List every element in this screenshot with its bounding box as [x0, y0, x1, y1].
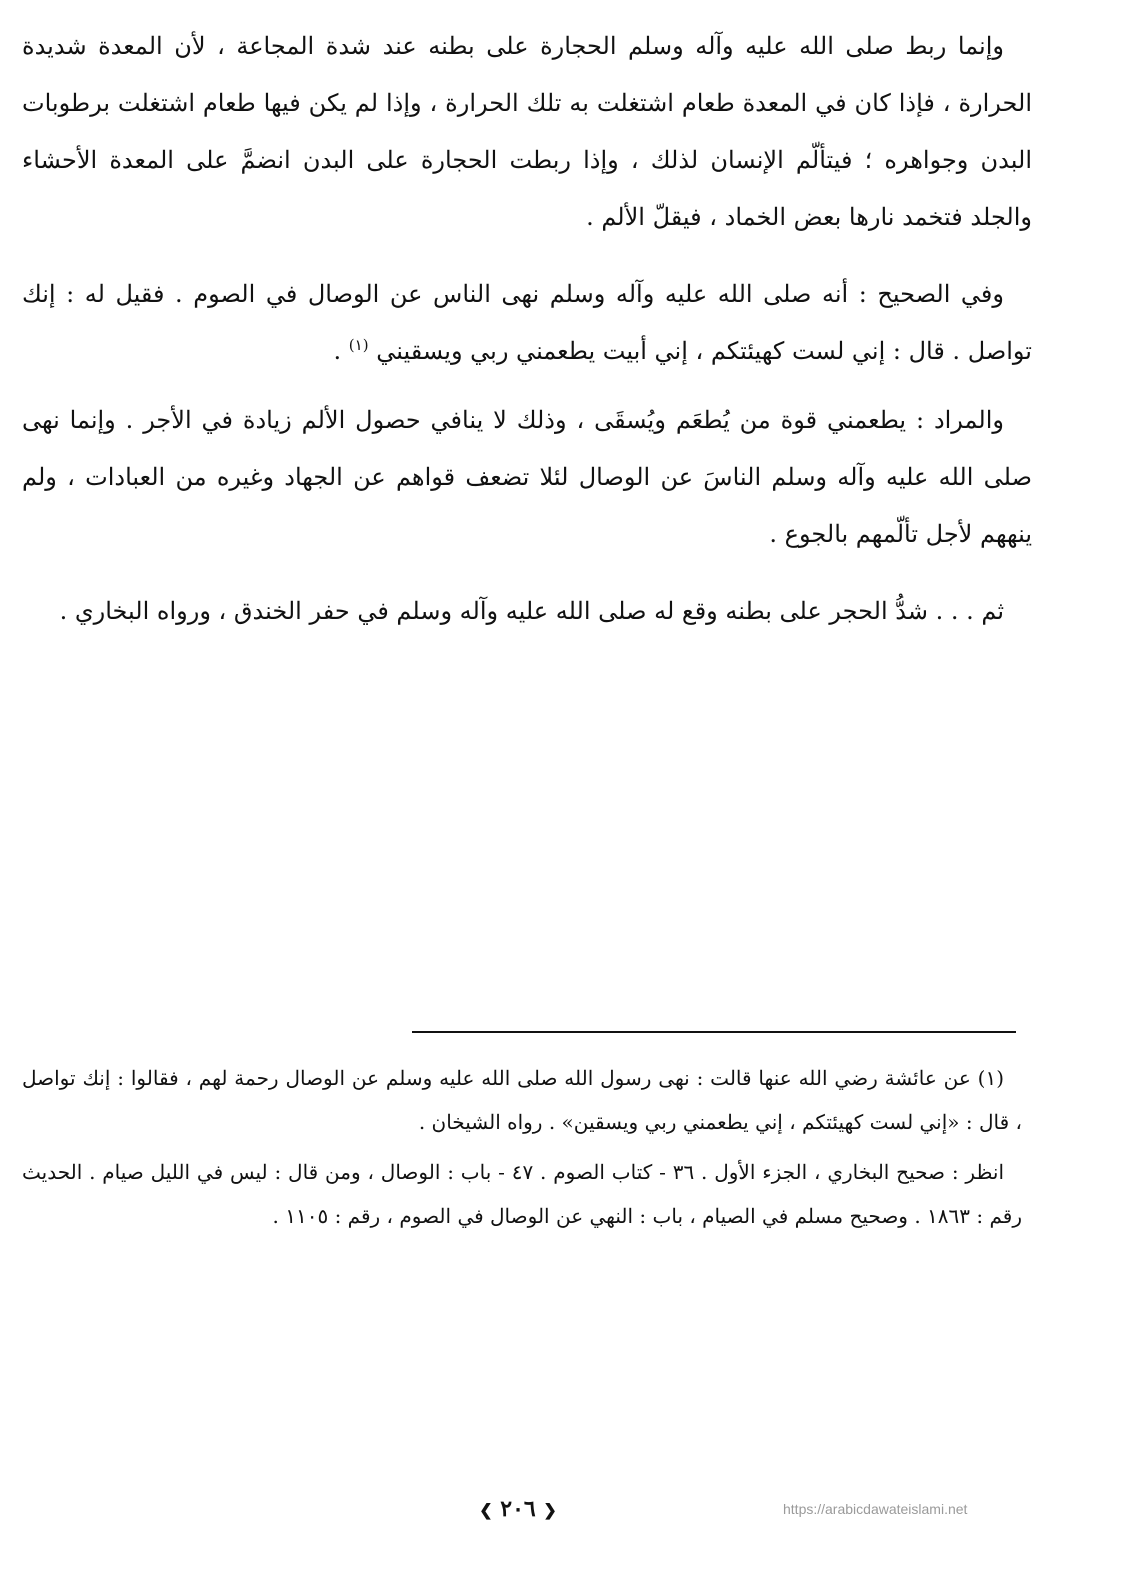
footnote-divider: [412, 1031, 1016, 1033]
footnote-1: [22, 1056, 1022, 1144]
paragraph-3: [22, 392, 1032, 563]
paragraph-3-text: والمراد : يطعمني قوة من يُطعَم ويُسقَى ، وذلك لا ينافي حصول الألم زيادة في الأجر . وإنما نهى صلى الله عليه وآله وسلم الناسَ عن الوصال لئلا تضعف قواهم عن الجهاد وغيره من العبادات ، ولم ينههم لأجل تألّمهم بالجوع .: [22, 406, 1032, 548]
paragraph-1-text: وإنما ربط صلى الله عليه وآله وسلم الحجارة على بطنه عند شدة المجاعة ، لأن المعدة شديدة الحرارة ، فإذا كان في المعدة طعام اشتغلت به تلك الحرارة ، وإذا لم يكن فيها طعام اشتغلت برطوبات البدن وجواهره ؛ فيتألّم الإنسان لذلك ، وإذا ربطت الحجارة على البدن انضمَّ على المعدة الأحشاء والجلد فتخمد نارها بعض الخماد ، فيقلّ الألم .: [22, 32, 1032, 231]
footnotes: [22, 1056, 1022, 1244]
page-number: [468, 1496, 568, 1522]
paragraph-1: [22, 18, 1032, 246]
main-text: [22, 18, 1032, 660]
footnote-source: [22, 1150, 1022, 1238]
ornament-right-icon: ❯: [479, 1500, 493, 1520]
ornament-left-icon: ❮: [543, 1500, 557, 1520]
paragraph-2: [22, 266, 1032, 380]
paragraph-4: [22, 583, 1032, 640]
paragraph-2-end: .: [333, 337, 342, 365]
watermark-url: https://arabicdawateislami.net: [783, 1501, 968, 1517]
paragraph-2-text: وفي الصحيح : أنه صلى الله عليه وآله وسلم نهى الناس عن الوصال في الصوم . فقيل له : إنك تواصل . قال : إني لست كهيئتكم ، إني أبيت يطعمني ربي ويسقيني: [22, 280, 1032, 365]
paragraph-4-text: ثم . . . شدُّ الحجر على بطنه وقع له صلى الله عليه وآله وسلم في حفر الخندق ، ورواه البخاري .: [59, 597, 1004, 625]
footnote-reference: (١): [348, 336, 369, 354]
footnote-1-text: (١) عن عائشة رضي الله عنها قالت : نهى رسول الله صلى الله عليه وسلم عن الوصال رحمة لهم ، فقالوا : إنك تواصل ، قال : «إني لست كهيئتكم ، إني يطعمني ربي ويسقين» . رواه الشيخان .: [22, 1066, 1022, 1134]
page-number-value: ٢٠٦: [500, 1496, 536, 1522]
footnote-source-text: انظر : صحيح البخاري ، الجزء الأول . ٣٦ - كتاب الصوم . ٤٧ - باب : الوصال ، ومن قال : ليس في الليل صيام . الحديث رقم : ١٨٦٣ . وصحيح مسلم في الصيام ، باب : النهي عن الوصال في الصوم ، رقم : ١١٠٥ .: [22, 1160, 1022, 1228]
